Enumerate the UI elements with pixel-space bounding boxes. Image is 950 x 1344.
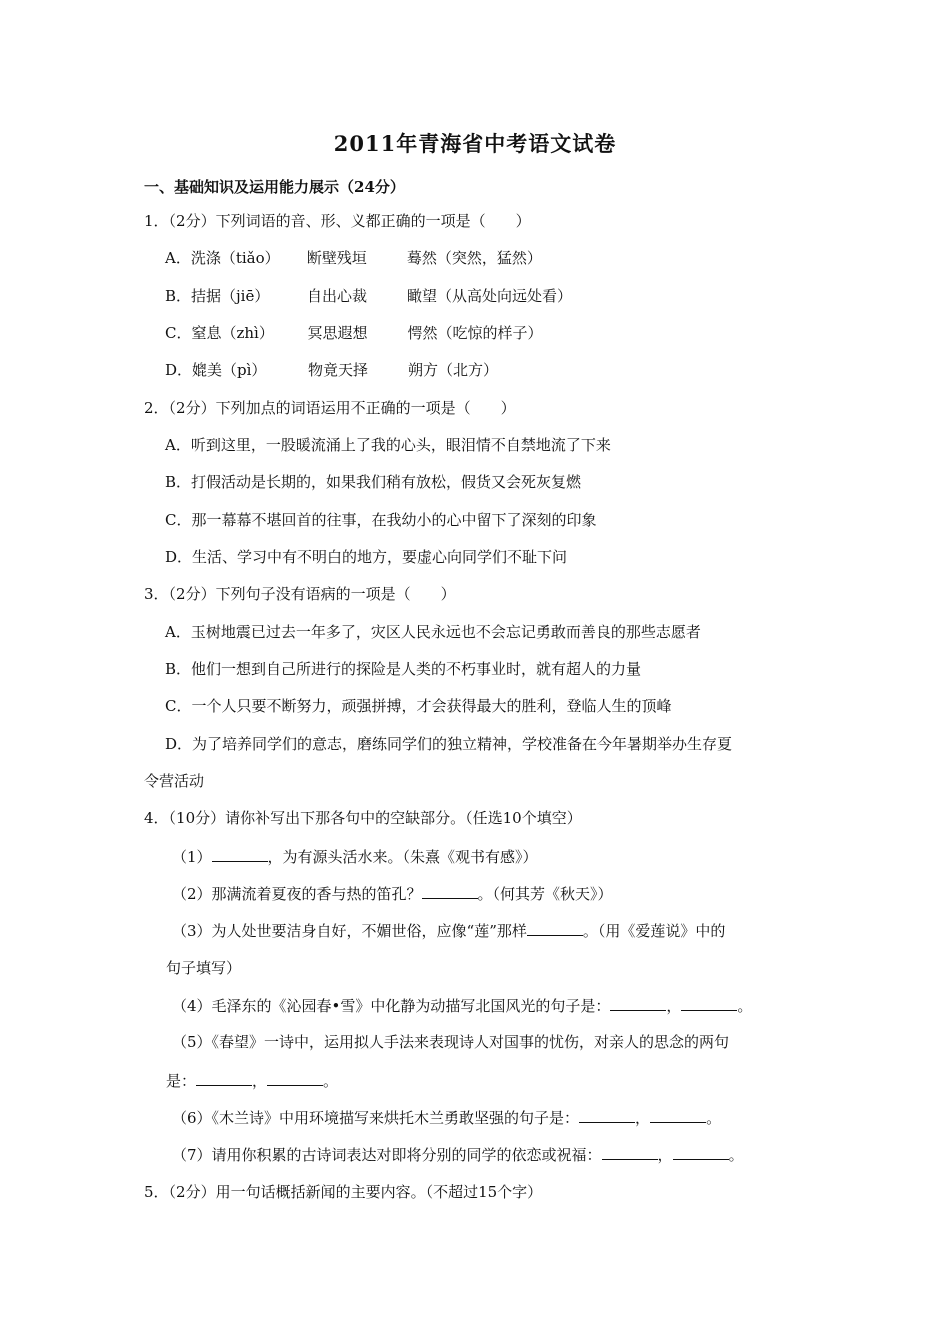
- answer-blank[interactable]: [267, 1070, 323, 1086]
- item-text: （6）《木兰诗》中用环境描写来烘托木兰勇敢坚强的句子是：: [172, 1109, 580, 1127]
- question-2-option-c: C．那一幕幕不堪回首的往事，在我幼小的心中留下了深刻的印象: [165, 511, 597, 529]
- question-4-item-6: [172, 1107, 721, 1128]
- question-2-option-b: B．打假活动是长期的，如果我们稍有放松，假货又会死灰复燃: [165, 473, 582, 491]
- option-word-1: 拮据（jiē）: [191, 287, 270, 305]
- punctuation: ，: [635, 1109, 651, 1127]
- question-3-option-d-continued: 令营活动: [144, 772, 205, 790]
- punctuation: ，: [657, 1146, 673, 1164]
- option-letter: D．: [165, 361, 193, 379]
- question-4-item-4: [172, 995, 752, 1016]
- question-2-stem: 2．（2分）下列加点的词语运用不正确的一项是（ ）: [144, 399, 516, 417]
- question-1-stem: 1．（2分）下列词语的音、形、义都正确的一项是（ ）: [144, 212, 531, 230]
- option-word-1: 窒息（zhì）: [191, 324, 274, 342]
- item-text: 是：: [166, 1072, 197, 1090]
- question-3-stem: 3．（2分）下列句子没有语病的一项是（ ）: [144, 585, 456, 603]
- question-3-option-a: A．玉树地震已过去一年多了，灾区人民永远也不会忘记勇敢而善良的那些志愿者: [165, 623, 701, 641]
- option-word-2: 物竟天择: [308, 361, 369, 379]
- question-2-option-a: A．听到这里，一股暖流涌上了我的心头，眼泪情不自禁地流了下来: [165, 436, 611, 454]
- punctuation: 。: [737, 997, 753, 1015]
- question-4-stem: 4．（10分）请你补写出下那各句中的空缺部分。（任选10个填空）: [144, 809, 582, 827]
- answer-blank[interactable]: [602, 1144, 658, 1160]
- punctuation: ，: [666, 997, 682, 1015]
- question-2-option-d: D．生活、学习中有不明白的地方，要虚心向同学们不耻下问: [165, 548, 568, 566]
- answer-blank[interactable]: [610, 995, 666, 1011]
- question-4-item-7: [172, 1144, 744, 1165]
- option-word-3: 愕然（吃惊的样子）: [407, 324, 543, 342]
- item-text: （1）: [172, 848, 212, 866]
- option-word-2: 断壁残垣: [306, 249, 367, 267]
- option-word-3: 朔方（北方）: [408, 361, 499, 379]
- question-1-option-b: [165, 286, 572, 306]
- option-word-2: 自出心裁: [307, 287, 368, 305]
- item-text: 。（用《爱莲说》中的: [582, 922, 726, 940]
- answer-blank[interactable]: [196, 1070, 252, 1086]
- answer-blank[interactable]: [681, 995, 737, 1011]
- option-letter: C．: [165, 324, 192, 342]
- option-word-2: 冥思遐想: [307, 324, 368, 342]
- option-word-3: 蓦然（突然，猛然）: [406, 249, 542, 267]
- question-4-item-5: （5）《春望》一诗中，运用拟人手法来表现诗人对国事的忧伤，对亲人的思念的两句: [172, 1033, 730, 1051]
- question-4-item-3: [172, 920, 725, 941]
- section-heading: 一、基础知识及运用能力展示（24分）: [144, 178, 405, 196]
- question-4-item-2: [172, 883, 613, 904]
- answer-blank[interactable]: [579, 1107, 635, 1123]
- question-4-item-5-continued: [166, 1070, 338, 1091]
- answer-blank[interactable]: [527, 920, 583, 936]
- item-text: ，为有源头活水来。（朱熹《观书有感》）: [267, 848, 538, 866]
- option-word-1: 洗涤（tiǎo）: [190, 249, 280, 267]
- question-5-stem: 5．（2分）用一句话概括新闻的主要内容。（不超过15个字）: [144, 1183, 543, 1201]
- item-text: 。（何其芳《秋天》）: [477, 885, 613, 903]
- punctuation: 。: [323, 1072, 339, 1090]
- item-text: （2）那满流着夏夜的香与热的笛孔？: [172, 885, 422, 903]
- question-4-item-3-continued: 句子填写）: [166, 959, 242, 977]
- item-text: （4）毛泽东的《沁园春•雪》中化静为动描写北国风光的句子是：: [172, 997, 611, 1015]
- question-1-option-c: [165, 323, 543, 343]
- page-title: 2011年青海省中考语文试卷: [333, 131, 617, 156]
- option-letter: B．: [165, 287, 192, 305]
- option-letter: A．: [165, 249, 191, 267]
- question-3-option-c: C．一个人只要不断努力，顽强拼搏，才会获得最大的胜利，登临人生的顶峰: [165, 697, 672, 715]
- question-1-option-d: [165, 360, 498, 380]
- option-word-1: 媲美（pì）: [192, 361, 267, 379]
- answer-blank[interactable]: [422, 883, 478, 899]
- item-text: （7）请用你积累的古诗词表达对即将分别的同学的依恋或祝福：: [172, 1146, 602, 1164]
- question-3-option-d: D．为了培养同学们的意志，磨练同学们的独立精神，学校准备在今年暑期举办生存夏: [165, 735, 733, 753]
- option-word-3: 瞰望（从高处向远处看）: [407, 287, 573, 305]
- answer-blank[interactable]: [673, 1144, 729, 1160]
- question-1-option-a: [165, 248, 542, 268]
- question-3-option-b: B．他们一想到自己所进行的探险是人类的不朽事业时，就有超人的力量: [165, 660, 642, 678]
- punctuation: 。: [706, 1109, 722, 1127]
- answer-blank[interactable]: [650, 1107, 706, 1123]
- item-text: （3）为人处世要洁身自好，不媚世俗，应像“莲”那样: [172, 922, 527, 940]
- answer-blank[interactable]: [212, 846, 268, 862]
- question-4-item-1: [172, 846, 538, 867]
- punctuation: 。: [728, 1146, 744, 1164]
- punctuation: ，: [252, 1072, 268, 1090]
